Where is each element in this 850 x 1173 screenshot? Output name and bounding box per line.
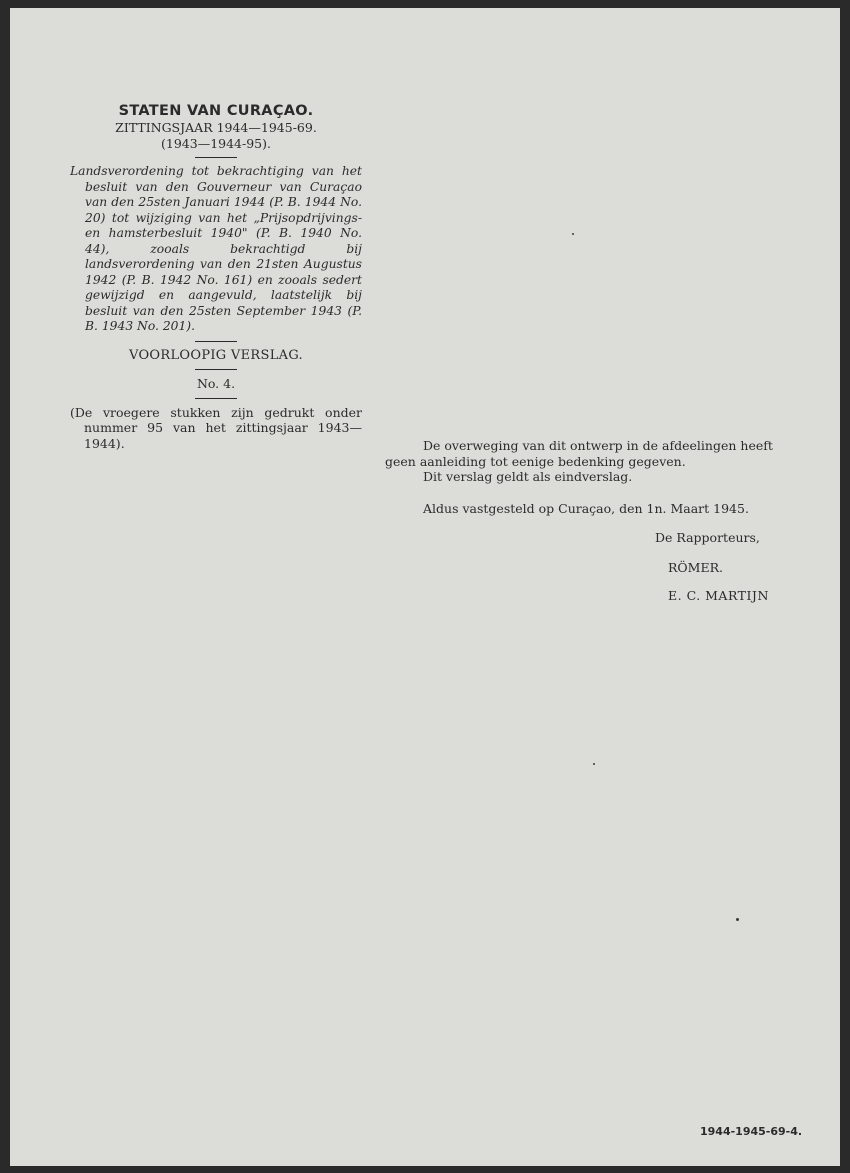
signature-label: De Rapporteurs, (655, 530, 760, 545)
report-title: VOORLOOPIG VERSLAG. (129, 347, 303, 363)
paper-speck (572, 233, 574, 235)
previous-documents-note: (De vroegere stukken zijn gedrukt onder nummer 95 van het zittingsjaar 1943—1944). (70, 404, 362, 451)
signatory-name-2: E. C. MARTIJN (668, 588, 769, 603)
document-code: 1944-1945-69-4. (700, 1125, 803, 1138)
divider (195, 157, 237, 158)
body-paragraph-1: De overweging van dit ontwerp in de afdeelingen heeft geen aanleiding tot eenige bedenking gegeven. (385, 438, 773, 469)
alt-session-year: (1943—1944-95). (161, 135, 271, 151)
document-page (10, 8, 840, 1166)
divider (195, 369, 237, 370)
header-column (70, 103, 362, 464)
session-year: ZITTINGSJAAR 1944—1945-69. (115, 120, 317, 135)
divider (195, 398, 237, 399)
report-number: No. 4. (196, 376, 236, 391)
paper-speck (736, 918, 739, 921)
document-title: STATEN VAN CURAÇAO. (118, 103, 314, 119)
paper-speck (593, 763, 595, 765)
report-body (385, 438, 790, 604)
body-paragraph-3: Aldus vastgesteld op Curaçao, den 1n. Maart 1945. (423, 500, 749, 516)
divider (195, 341, 237, 342)
body-paragraph-2: Dit verslag geldt als eindverslag. (423, 469, 633, 484)
subject-text: Landsverordening tot bekrachtiging van het besluit van den Gouverneur van Curaçao van den 25sten Januari 1944 (P. B. 1944 No. 20) tot wijziging van het „Prijsopdrijvings- en hamsterbesluit 1940" (P. B. 1940 No. 44), zooals bekrachtigd bij landsverordening van den 21sten Augustus 1942 (P. B. 1942 No. 161) en zooals sedert gewijzigd en aangevuld, laatstelijk bij besluit van den 25sten September 1943 (P. B. 1943 No. 201). (70, 164, 362, 333)
signatory-name-1: RÖMER. (668, 559, 723, 575)
